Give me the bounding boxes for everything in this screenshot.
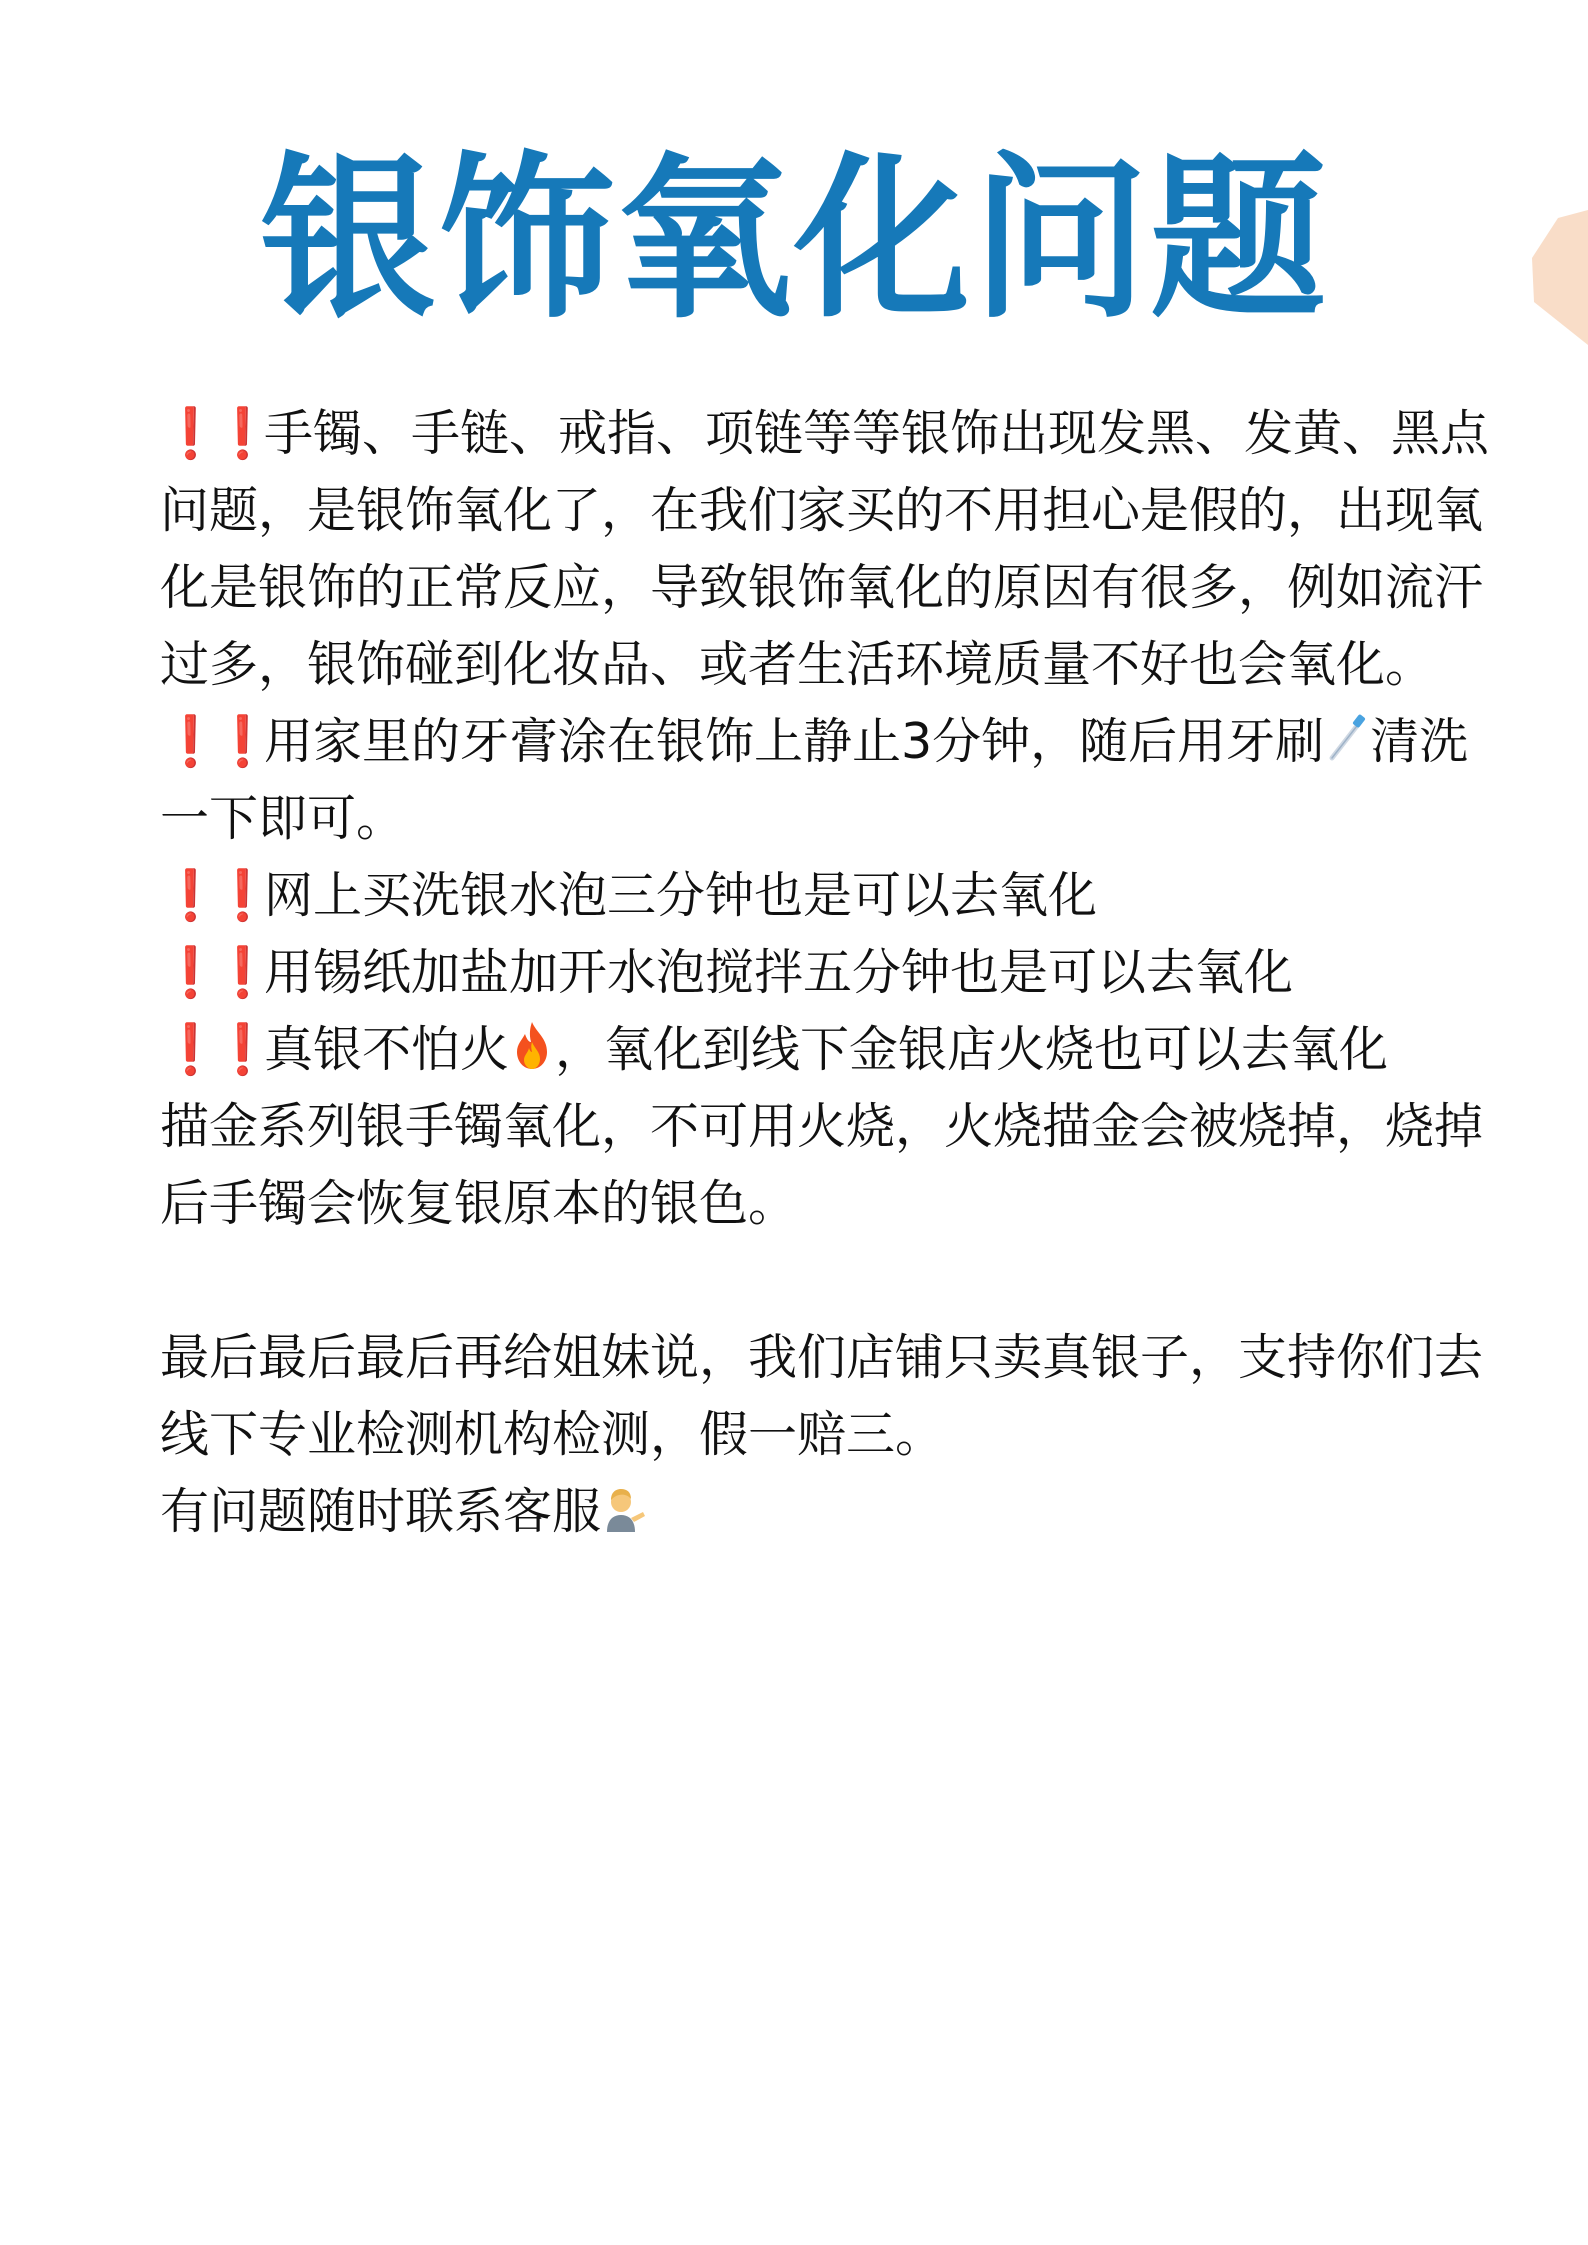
exclamation-icon: ❗ xyxy=(212,405,274,462)
paragraph-text: 最后最后最后再给姐妹说，我们店铺只卖真银子，支持你们去线下专业检测机构检测，假一赔三。 xyxy=(160,1329,1484,1463)
paragraph-cleaning-solution xyxy=(160,857,1490,934)
fire-icon xyxy=(509,1020,555,1072)
exclamation-icon: ❗ xyxy=(212,867,274,924)
paragraph-text: 手镯、手链、戒指、项链等等银饰出现发黑、发黄、黑点问题，是银饰氧化了，在我们家买的不用担心是假的，出现氧化是银饰的正常反应，导致银饰氧化的原因有很多，例如流汗过多，银饰碰到化妆品、或者生活环境质量不好也会氧化。 xyxy=(160,405,1490,693)
paragraph-fire xyxy=(160,1011,1490,1088)
page-title: 银饰氧化问题 xyxy=(259,137,1328,342)
paragraph-text: 用锡纸加盐加开水泡搅拌五分钟也是可以去氧化 xyxy=(264,944,1294,1001)
tipping-hand-person-icon xyxy=(601,1482,647,1534)
exclamation-icon: ❗ xyxy=(212,944,274,1001)
paragraph-gold-trim xyxy=(160,1088,1490,1242)
exclamation-icon: ❗ xyxy=(160,405,222,462)
paragraph-spacer xyxy=(160,1242,1490,1319)
paragraph-text: 有问题随时联系客服 xyxy=(160,1483,602,1540)
paragraph-text: ，氧化到线下金银店火烧也可以去氧化 xyxy=(555,1021,1389,1078)
toothbrush-icon xyxy=(1324,712,1370,764)
paragraph-guarantee xyxy=(160,1319,1490,1473)
paragraph-foil-salt xyxy=(160,934,1490,1011)
paragraph-contact xyxy=(160,1473,1490,1550)
exclamation-icon: ❗ xyxy=(212,713,274,770)
paragraph-text: 用家里的牙膏涂在银饰上静止3分钟，随后用牙刷 xyxy=(264,713,1325,770)
exclamation-icon: ❗ xyxy=(160,867,222,924)
exclamation-icon: ❗ xyxy=(160,713,222,770)
exclamation-icon: ❗ xyxy=(160,1021,222,1078)
paragraph-text: 真银不怕火 xyxy=(264,1021,510,1078)
exclamation-icon: ❗ xyxy=(160,944,222,1001)
exclamation-icon: ❗ xyxy=(212,1021,274,1078)
paragraph-text: 网上买洗银水泡三分钟也是可以去氧化 xyxy=(264,867,1098,924)
paragraph-text: 描金系列银手镯氧化，不可用火烧，火烧描金会被烧掉，烧掉后手镯会恢复银原本的银色。 xyxy=(160,1098,1484,1232)
paragraph-oxidation-cause xyxy=(160,395,1490,703)
paragraph-text: 清洗一下即可。 xyxy=(160,713,1469,847)
content-body xyxy=(160,395,1490,1550)
paragraph-toothpaste xyxy=(160,703,1490,857)
